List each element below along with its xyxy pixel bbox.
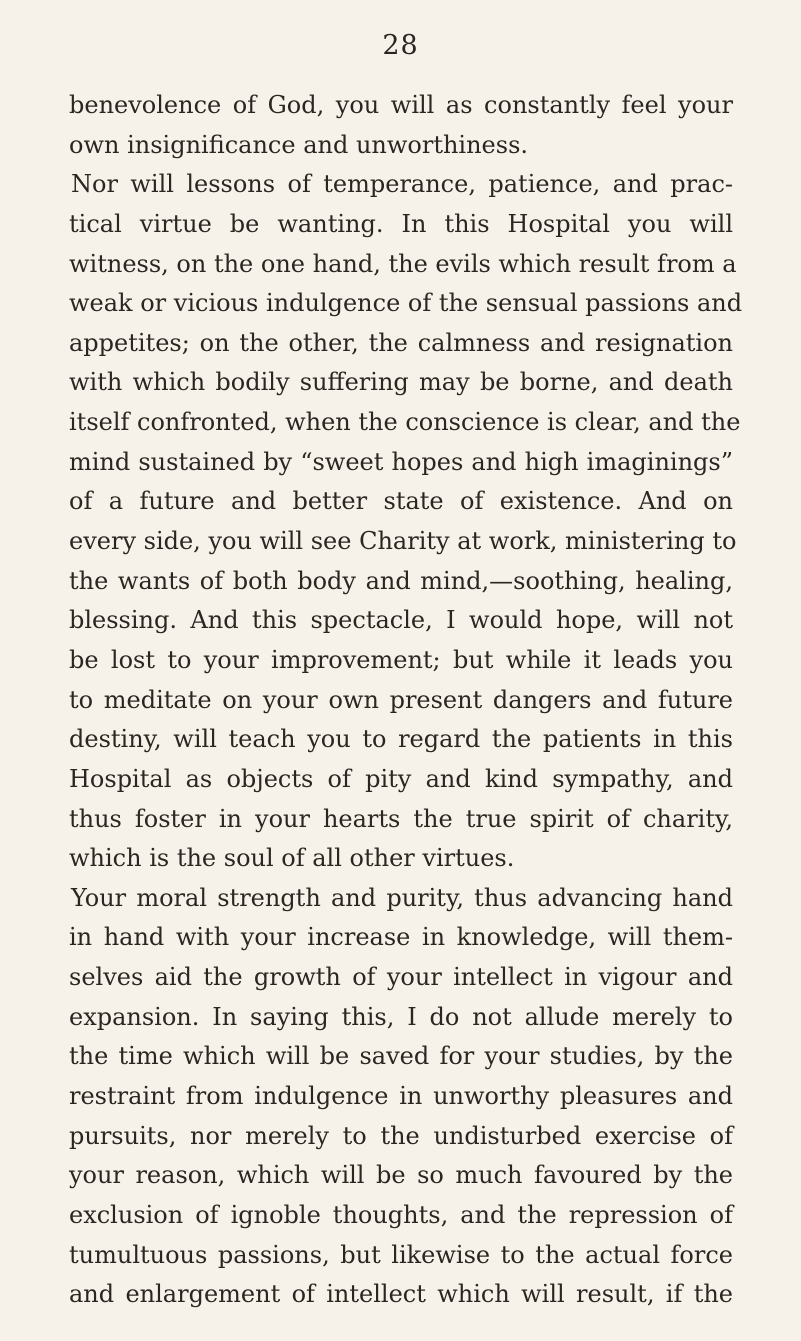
- text-line: the wants of both body and mind,—soothing, healing,: [69, 566, 733, 595]
- text-line: thus foster in your hearts the true spirit of charity,: [69, 804, 733, 833]
- text-line: your reason, which will be so much favoured by the: [69, 1161, 733, 1190]
- text-line: to meditate on your own present dangers and future: [69, 685, 733, 714]
- text-line: with which bodily suffering may be borne, and death: [69, 368, 733, 397]
- page-number: 28: [382, 30, 419, 61]
- text-line: expansion. In saying this, I do not allude merely to: [69, 1002, 733, 1031]
- text-line: witness, on the one hand, the evils which result from a: [69, 249, 737, 278]
- text-line: mind sustained by “sweet hopes and high imaginings”: [69, 447, 733, 476]
- text-line: which is the soul of all other virtues.: [69, 844, 515, 873]
- text-line: blessing. And this spectacle, I would hope, will not: [69, 606, 733, 635]
- text-line: destiny, will teach you to regard the patients in this: [69, 725, 733, 754]
- text-line: restraint from indulgence in unworthy pleasures and: [69, 1082, 733, 1111]
- text-line: selves aid the growth of your intellect in vigour and: [69, 963, 733, 992]
- text-line: be lost to your improvement; but while it leads you: [69, 645, 733, 674]
- text-line: and enlargement of intellect which will result, if the: [69, 1280, 733, 1309]
- text-line: the time which will be saved for your studies, by the: [69, 1042, 733, 1071]
- text-line: benevolence of God, you will as constantly feel your: [69, 91, 733, 119]
- text-line: of a future and better state of existence. And on: [69, 487, 733, 516]
- body-text: [69, 86, 743, 1315]
- text-line: itself confronted, when the conscience is clear, and the: [69, 408, 741, 437]
- text-line: own insignificance and unworthiness.: [69, 130, 529, 159]
- text-line: pursuits, nor merely to the undisturbed exercise of: [69, 1121, 733, 1150]
- text-line: tical virtue be wanting. In this Hospital you will: [69, 209, 733, 238]
- paragraph-start-line: Your moral strength and purity, thus advancing hand: [71, 883, 733, 912]
- text-line: tumultuous passions, but likewise to the actual force: [69, 1240, 733, 1269]
- text-line: appetites; on the other, the calmness and resignation: [69, 328, 733, 357]
- text-line: exclusion of ignoble thoughts, and the repression of: [69, 1200, 733, 1229]
- text-line: weak or vicious indulgence of the sensual passions and: [69, 289, 743, 318]
- text-line: Hospital as objects of pity and kind sympathy, and: [69, 764, 733, 793]
- text-line: every side, you will see Charity at work, ministering to: [69, 527, 737, 556]
- text-line: in hand with your increase in knowledge, will them-: [69, 923, 733, 952]
- paragraph-start-line: Nor will lessons of temperance, patience, and prac-: [71, 170, 733, 199]
